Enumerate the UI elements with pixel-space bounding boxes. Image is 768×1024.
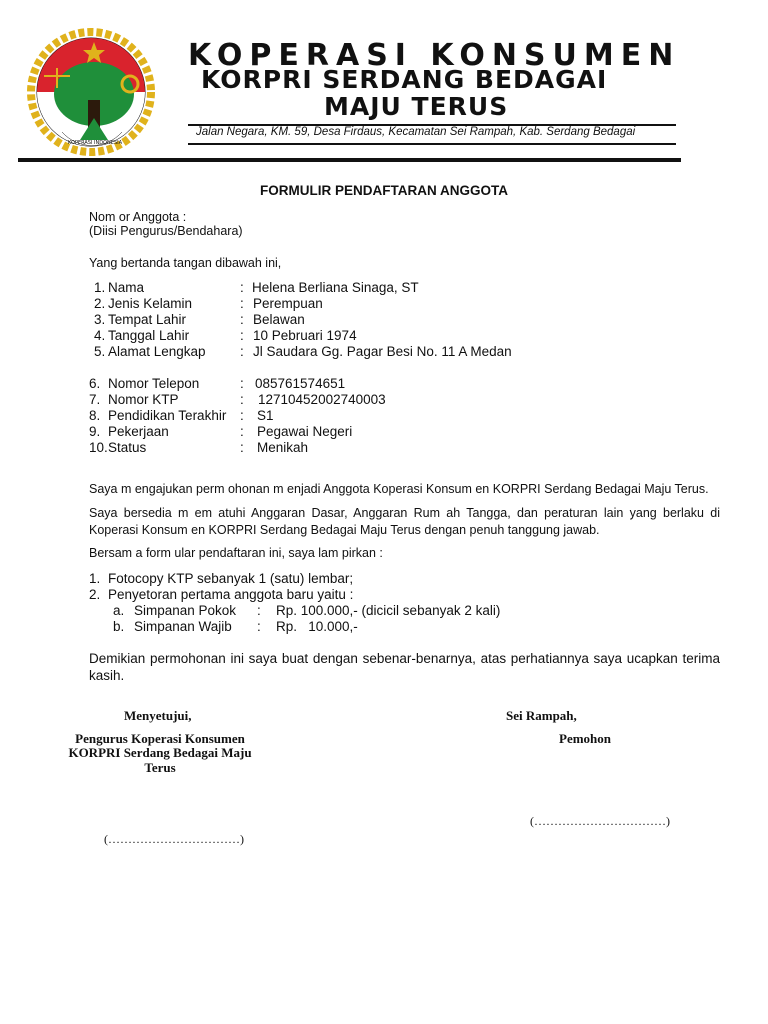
header-divider <box>18 158 681 162</box>
attachments-intro: Bersam a form ular pendaftaran ini, saya lam pirkan : <box>89 546 383 560</box>
compliance-statement: Saya bersedia m em atuhi Anggaran Dasar, Anggaran Rum ah Tangga, dan peraturan lain yang berlaku di Koperasi Konsum en KORPRI Serdang Bedagai Maju Terus dengan penuh tanggung jawab. <box>89 506 720 537</box>
field-label: Pekerjaan <box>108 424 169 439</box>
field-label: Pendidikan Terakhir <box>108 408 227 423</box>
field-value: Menikah <box>257 440 309 455</box>
field-label: Jenis Kelamin <box>108 296 193 311</box>
member-number-note: (Diisi Pengurus/Bendahara) <box>89 224 243 238</box>
field-value: Helena Berliana Sinaga, ST <box>252 280 419 295</box>
cooperative-logo <box>22 28 160 158</box>
deposit-label: Simpanan Pokok <box>134 603 237 618</box>
application-statement: Saya m engajukan perm ohonan m enjadi Anggota Koperasi Konsum en KORPRI Serdang Bedagai Maju Terus. <box>89 482 709 496</box>
org-address: Jalan Negara, KM. 59, Desa Firdaus, Kecamatan Sei Rampah, Kab. Serdang Bedagai <box>196 126 636 138</box>
member-number-label: Nom or Anggota : <box>89 210 187 224</box>
field-value: 12710452002740003 <box>258 392 386 407</box>
field-value: 085761574651 <box>255 376 346 391</box>
approval-heading: Menyetujui, <box>124 708 192 723</box>
field-label: Nomor KTP <box>108 392 179 407</box>
board-line-2: KORPRI Serdang Bedagai Maju <box>68 745 252 760</box>
list-item: Penyetoran pertama anggota baru yaitu : <box>108 587 354 602</box>
intro-text: Yang bertanda tangan dibawah ini, <box>89 256 282 270</box>
logo-ring-text: KOPERASI INDONESIA <box>68 140 123 146</box>
board-line-1: Pengurus Koperasi Konsumen <box>75 731 245 746</box>
board-line-3: Terus <box>144 760 176 775</box>
field-label: Nama <box>108 280 145 295</box>
field-value: Jl Saudara Gg. Pagar Besi No. 11 A Medan <box>253 344 512 359</box>
field-value: Pegawai Negeri <box>257 424 353 439</box>
field-value: 10 Pebruari 1974 <box>253 328 357 343</box>
field-label: Tempat Lahir <box>108 312 187 327</box>
org-name-line-2: KORPRI SERDANG BEDAGAI <box>201 65 608 94</box>
field-label: Tanggal Lahir <box>108 328 190 343</box>
field-label: Nomor Telepon <box>108 376 200 391</box>
field-value: Perempuan <box>253 296 323 311</box>
deposit-value: Rp. 10.000,- <box>276 619 358 634</box>
org-name-line-3: MAJU TERUS <box>324 92 509 121</box>
field-value: Belawan <box>253 312 305 327</box>
place-heading: Sei Rampah, <box>506 708 577 723</box>
deposit-value: Rp. 100.000,- (dicicil sebanyak 2 kali) <box>276 603 501 618</box>
closing-statement: Demikian permohonan ini saya buat dengan sebenar-benarnya, atas perhatiannya saya ucapkan terima kasih. <box>89 651 720 683</box>
form-title: FORMULIR PENDAFTARAN ANGGOTA <box>260 183 508 198</box>
list-item: Fotocopy KTP sebanyak 1 (satu) lembar; <box>108 571 354 586</box>
applicant-role: Pemohon <box>559 731 611 746</box>
field-label: Status <box>108 440 147 455</box>
deposit-label: Simpanan Wajib <box>134 619 232 634</box>
field-label: Alamat Lengkap <box>108 344 206 359</box>
board-signature-blank: (……………………………) <box>104 832 244 846</box>
org-name-line-1: KOPERASI KONSUMEN <box>188 38 681 73</box>
applicant-signature-blank: (……………………………) <box>530 814 670 828</box>
field-value: S1 <box>257 408 274 423</box>
